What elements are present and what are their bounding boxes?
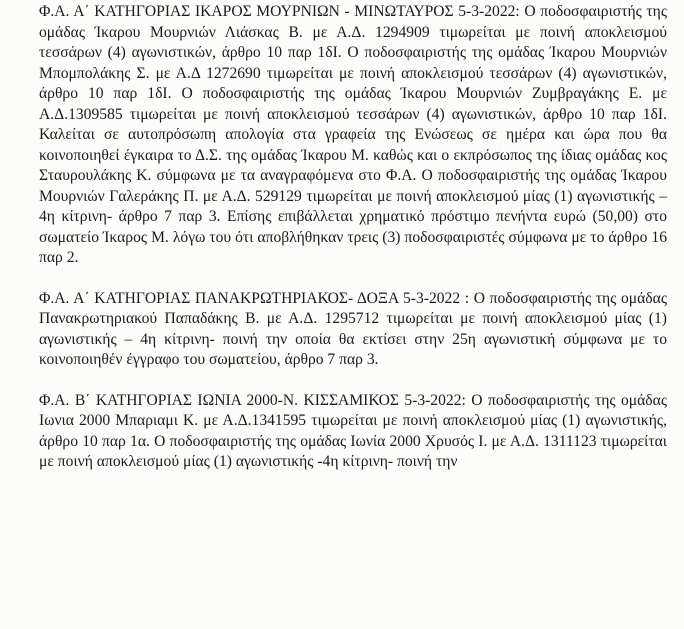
decision-paragraph-panakrotiriakos-doxa: Φ.Α. Α΄ ΚΑΤΗΓΟΡΙΑΣ ΠΑΝΑΚΡΩΤΗΡΙΑΚΟΣ- ΔΟΞΑ 5-3-2022 : Ο ποδοσφαιριστής της ομάδας Πανακρωτηριακού Παπαδάκης Β. με Α.Δ. 1295712 τιμωρείται με ποινή αποκλεισμού μίας (1) αγωνιστικής – 4η κίτρινη- ποινή την οποία θα εκτίσει στην 25η αγωνιστική σύμφωνα με το κοινοποιηθέν έγγραφο του σωματείου, άρθρο 7 παρ 3.: [39, 289, 667, 368]
document-body: [39, 0, 667, 493]
decision-paragraph-ionia-kissamikos: Φ.Α. Β΄ ΚΑΤΗΓΟΡΙΑΣ ΙΩΝΙΑ 2000-Ν. ΚΙΣΣΑΜΙΚΟΣ 5-3-2022: Ο ποδοσφαιριστής της ομάδας Ιωνια 2000 Μπαριαμι Κ. με Α.Δ.1341595 τιμωρείται με ποινή αποκλεισμού μίας (1) αγωνιστικής, άρθρο 10 παρ 1α. Ο ποδοσφαιριστής της ομάδας Ιωνία 2000 Χρυσός Ι. με Α.Δ. 1311123 τιμωρείται με ποινή αποκλεισμού μίας (1) αγωνιστικής -4η κίτρινη- ποινή την: [39, 391, 667, 470]
decision-paragraph-ikaros-minotavros: Φ.Α. Α΄ ΚΑΤΗΓΟΡΙΑΣ ΙΚΑΡΟΣ ΜΟΥΡΝΙΩΝ - ΜΙΝΩΤΑΥΡΟΣ 5-3-2022: Ο ποδοσφαιριστής της ομάδας Ίκαρου Μουρνιών Λιάσκας Β. με Α.Δ. 1294909 τιμωρείται με ποινή αποκλεισμού τεσσάρων (4) αγωνιστικών, άρθρο 10 παρ 1δΙ. Ο ποδοσφαιριστής της ομάδας Ίκαρου Μουρνιών Μπομπολάκης Σ. με Α.Δ 1272690 τιμωρείται με ποινή αποκλεισμού τεσσάρων (4) αγωνιστικών, άρθρο 10 παρ 1δΙ. Ο ποδοσφαιριστής της ομάδας Ίκαρου Μουρνιών Ζυμβραγάκης Ε. με Α.Δ.1309585 τιμωρείται με ποινή αποκλεισμού τεσσάρων (4) αγωνιστικών, άρθρο 10 παρ 1δΙ. Καλείται σε αυτοπρόσωπη απολογία στα γραφεία της Ενώσεως σε ημέρα και ώρα που θα κοινοποιηθεί έγκαιρα το Δ.Σ. της ομάδας Ίκαρου Μ. καθώς και ο εκπρόσωπος της ίδιας ομάδας κος Σταυρουλάκης Κ. σύμφωνα με τα αναγραφόμενα στο Φ.Α. Ο ποδοσφαιριστής της ομάδας Ίκαρου Μουρνιών Γαλεράκης Π. με Α.Δ. 529129 τιμωρείται με ποινή αποκλεισμού μίας (1) αγωνιστικής – 4η κίτρινη- άρθρο 7 παρ 3. Επίσης επιβάλλεται χρηματικό πρόστιμο πενήντα ευρώ (50,00) στο σωματείο Ίκαρος Μ. λόγω του ότι αποβλήθηκαν τρεις (3) ποδοσφαιριστές σύμφωνα με το άρθρο 16 παρ 2.: [39, 3, 667, 266]
page-top-edge: [0, 0, 684, 3]
